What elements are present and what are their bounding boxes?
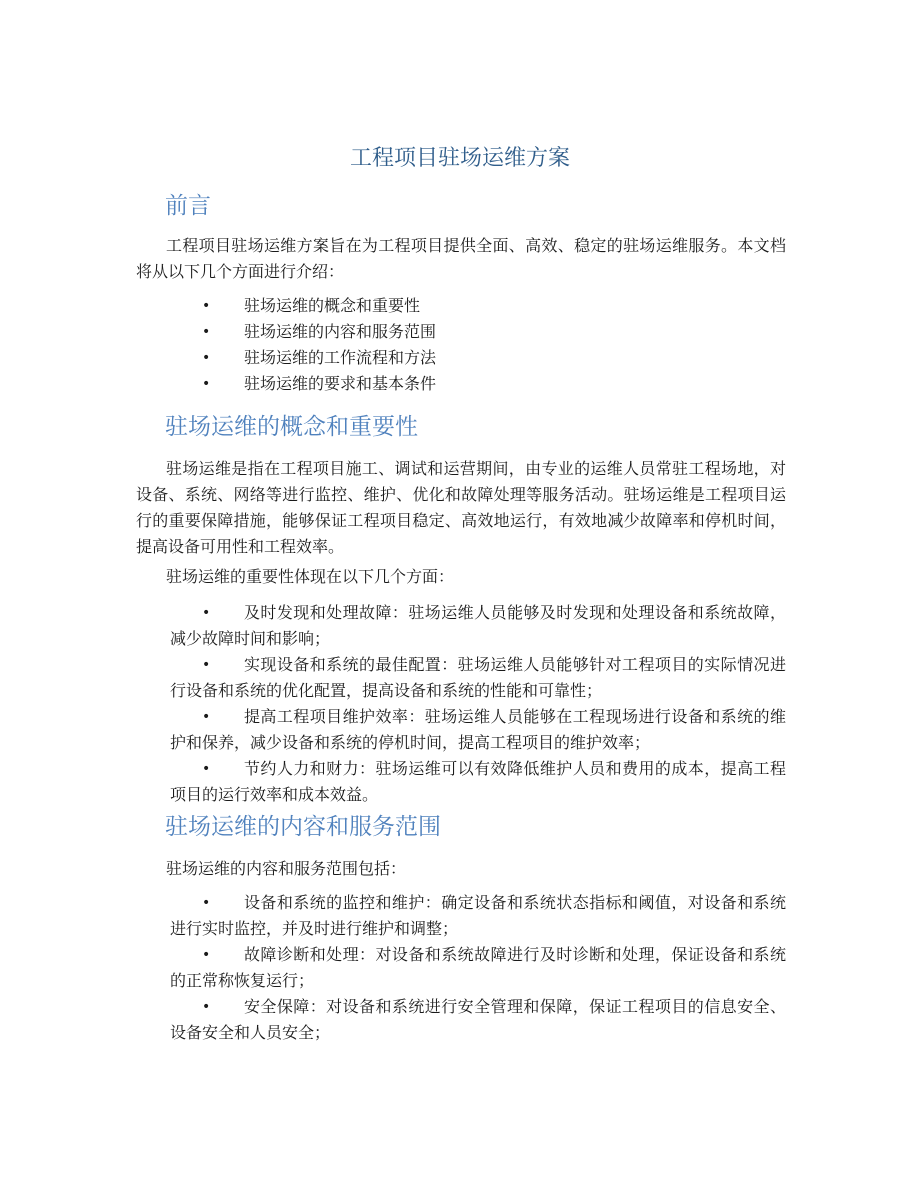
list-item: • 节约人力和财力：驻场运维可以有效降低维护人员和费用的成本，提高工程项目的运行效率和成本效益。 — [170, 756, 786, 808]
scope-list — [170, 890, 786, 1046]
heading-concept: 驻场运维的概念和重要性 — [165, 414, 418, 440]
list-item: • 驻场运维的概念和重要性 — [170, 293, 786, 319]
preface-intro-paragraph: 工程项目驻场运维方案旨在为工程项目提供全面、高效、稳定的驻场运维服务。本文档将从以下几个方面进行介绍： — [136, 236, 786, 281]
bullet-icon: • — [202, 761, 211, 777]
list-item: • 提高工程项目维护效率：驻场运维人员能够在工程现场进行设备和系统的维护和保养，减少设备和系统的停机时间，提高工程项目的维护效率； — [170, 704, 786, 756]
bullet-icon: • — [202, 657, 211, 673]
list-item: • 故障诊断和处理：对设备和系统故障进行及时诊断和处理，保证设备和系统的正常称恢复运行； — [170, 942, 786, 994]
heading-preface: 前言 — [165, 193, 211, 219]
bullet-icon: • — [202, 376, 211, 392]
list-item: • 安全保障：对设备和系统进行安全管理和保障，保证工程项目的信息安全、设备安全和人员安全； — [170, 994, 786, 1046]
list-item: • 驻场运维的要求和基本条件 — [170, 371, 786, 397]
list-item: • 设备和系统的监控和维护：确定设备和系统状态指标和阈值，对设备和系统进行实时监控，并及时进行维护和调整； — [170, 890, 786, 942]
importance-intro: 驻场运维的重要性体现在以下几个方面： — [166, 567, 455, 586]
importance-list — [170, 600, 786, 808]
bullet-icon: • — [202, 298, 211, 314]
bullet-icon: • — [202, 324, 211, 340]
bullet-icon: • — [202, 709, 211, 725]
list-item: • 实现设备和系统的最佳配置：驻场运维人员能够针对工程项目的实际情况进行设备和系统的优化配置，提高设备和系统的性能和可靠性； — [170, 652, 786, 704]
document-title: 工程项目驻场运维方案 — [349, 146, 570, 171]
bullet-icon: • — [202, 350, 211, 366]
bullet-icon: • — [202, 999, 211, 1015]
scope-intro: 驻场运维的内容和服务范围包括： — [166, 859, 407, 878]
concept-paragraph: 驻场运维是指在工程项目施工、调试和运营期间，由专业的运维人员常驻工程场地，对设备、系统、网络等进行监控、维护、优化和故障处理等服务活动。驻场运维是工程项目运行的重要保障措施，能够保证工程项目稳定、高效地运行，有效地减少故障率和停机时间，提高设备可用性和工程效率。 — [136, 459, 786, 556]
list-item: • 驻场运维的工作流程和方法 — [170, 345, 786, 371]
heading-scope: 驻场运维的内容和服务范围 — [165, 814, 441, 840]
bullet-icon: • — [202, 605, 211, 621]
bullet-icon: • — [202, 895, 211, 911]
list-item: • 及时发现和处理故障：驻场运维人员能够及时发现和处理设备和系统故障，减少故障时间和影响； — [170, 600, 786, 652]
bullet-icon: • — [202, 947, 211, 963]
list-item: • 驻场运维的内容和服务范围 — [170, 319, 786, 345]
preface-list — [170, 293, 786, 397]
